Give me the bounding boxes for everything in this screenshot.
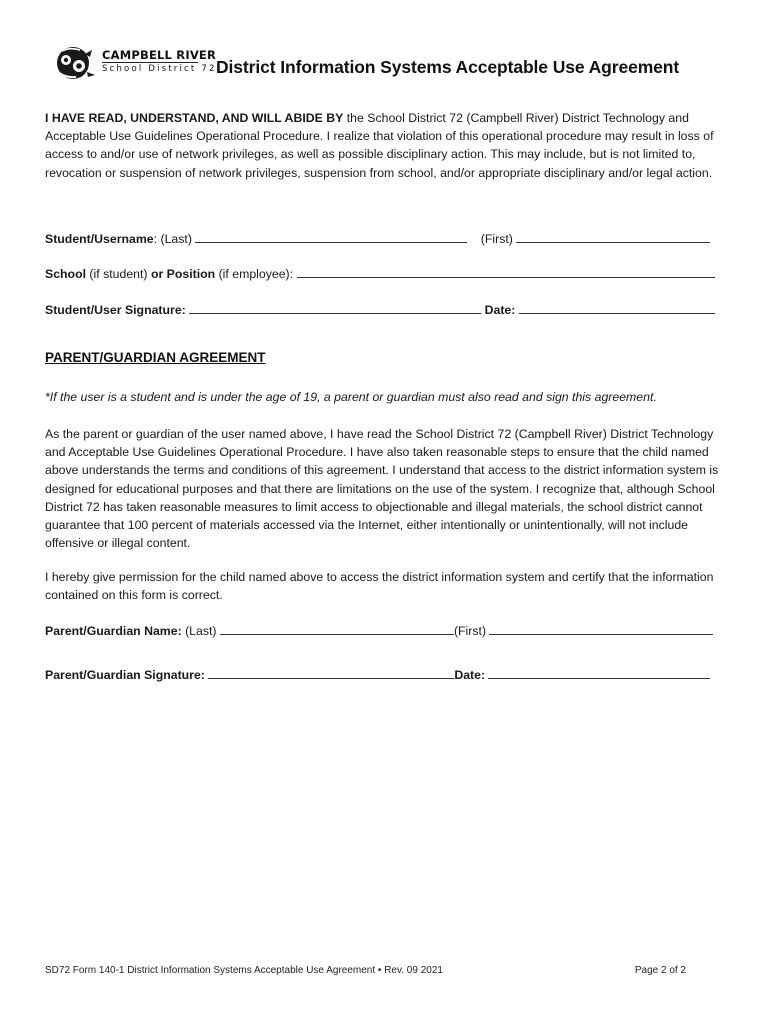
- intro-paragraph: [45, 109, 730, 182]
- school-position-row: [45, 265, 715, 281]
- parent-paragraph-2: I hereby give permission for the child named above to access the district information system and certify that the information contained on this form is correct.: [45, 570, 714, 603]
- parent-signature-row: [45, 666, 710, 682]
- if-employee-label: (if employee):: [215, 267, 294, 281]
- parent-name-row: [45, 622, 713, 638]
- parent-last-label: (Last): [181, 624, 217, 638]
- student-username-row: [45, 230, 710, 246]
- school-position-field[interactable]: [297, 265, 715, 278]
- student-signature-row: [45, 301, 715, 317]
- campbell-river-emblem-icon: [52, 44, 98, 82]
- if-student-label: (if student): [86, 267, 151, 281]
- parent-date-field[interactable]: [488, 666, 710, 679]
- parent-paragraph-1: As the parent or guardian of the user named above, I have read the School District 72 (Campbell River) District Technology and Acceptable Use Guidelines Operational Procedure. I have also taken reasonable steps to ensure that the child named above understands the terms and conditions of this agreement. I understand that access to the district information system is designed for educational purposes and that there are limitations on the use of the system. I recognize that, although School District 72 has taken reasonable measures to limit access to objectionable and illegal materials, the school district cannot guarantee that 100 percent of materials accessed via the Internet, either intentionally or unintentionally, will not include offensive or illegal content.: [45, 427, 719, 551]
- parent-signature-field[interactable]: [208, 666, 454, 679]
- footer-page-number: Page 2 of 2: [634, 965, 686, 976]
- parent-section-heading: PARENT/GUARDIAN AGREEMENT: [45, 350, 266, 365]
- district-logo: [52, 44, 217, 82]
- intro-body: the School District 72 (Campbell River) District Technology and Acceptable Use Guidelines Operational Procedure. I realize that violation of this operational procedure may result in loss of access to and/or use of network privileges, as well as possible disciplinary action. This may include, but is not limited to, revocation or suspension of network privileges, suspension from school, and/or appropriate disciplinary and/or legal action.: [45, 111, 714, 180]
- parent-requirement-note: *If the user is a student and is under the age of 19, a parent or guardian must also read and sign this agreement.: [45, 390, 657, 404]
- logo-district-name: CAMPBELL RIVER: [102, 48, 217, 62]
- student-signature-label: Student/User Signature:: [45, 303, 186, 317]
- student-first-label: (First): [480, 232, 513, 246]
- parent-first-label: (First): [453, 624, 487, 638]
- student-username-label: Student/Username: [45, 232, 154, 246]
- footer-form-info: SD72 Form 140-1 District Information Systems Acceptable Use Agreement • Rev. 09 2021: [45, 965, 443, 976]
- student-last-name-field[interactable]: [195, 230, 467, 243]
- student-first-name-field[interactable]: [516, 230, 710, 243]
- student-date-label: Date:: [484, 303, 516, 317]
- parent-first-name-field[interactable]: [489, 622, 713, 635]
- intro-lead: I HAVE READ, UNDERSTAND, AND WILL ABIDE BY: [45, 111, 344, 125]
- student-last-label: : (Last): [153, 232, 192, 246]
- logo-district-number: School District 72: [102, 64, 217, 74]
- document-title: District Information Systems Acceptable Use Agreement: [216, 57, 680, 77]
- parent-signature-label: Parent/Guardian Signature:: [45, 668, 205, 682]
- parent-date-label: Date:: [454, 668, 486, 682]
- parent-last-name-field[interactable]: [220, 622, 454, 635]
- school-label: School: [45, 267, 86, 281]
- position-label: or Position: [150, 267, 216, 281]
- student-date-field[interactable]: [519, 301, 715, 314]
- student-signature-field[interactable]: [189, 301, 481, 314]
- logo-divider: [102, 62, 198, 63]
- parent-name-label: Parent/Guardian Name:: [45, 624, 182, 638]
